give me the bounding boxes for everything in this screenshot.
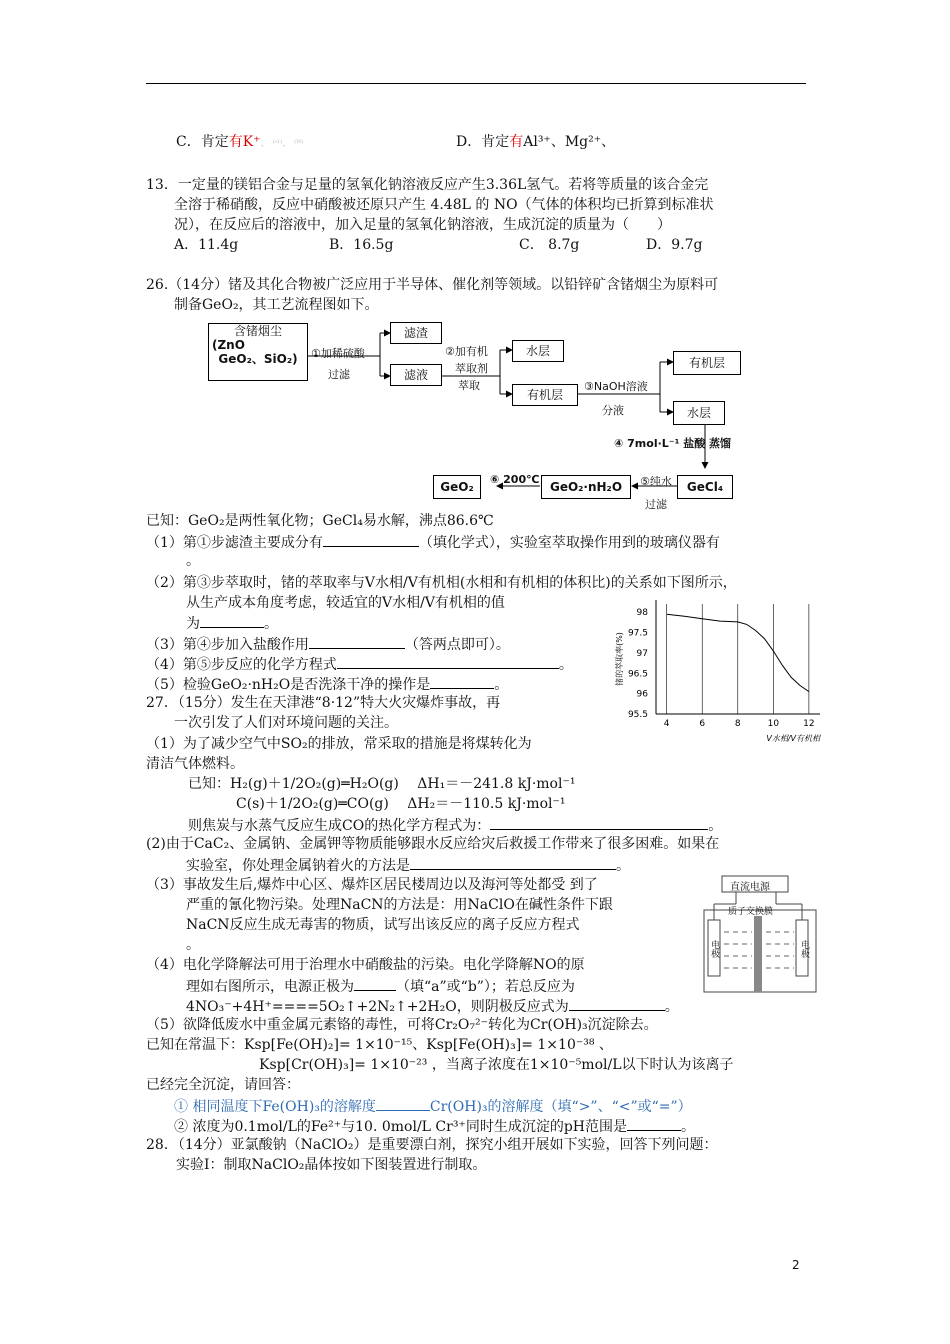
- left-electrode-label: 电极: [709, 940, 719, 958]
- chart-y-tick-label: 96.5: [627, 669, 648, 680]
- q28-line2: 实验Ⅰ：制取NaClO₂晶体按如下图装置进行制取。: [176, 1157, 487, 1173]
- right-electrode-label: 电极: [799, 940, 809, 958]
- flow-organic-layer2-box: 有机层: [673, 351, 741, 375]
- q27-part4-b: 理如右图所示，电源正极为 （填“a”或“b”）；若总反应为: [186, 976, 575, 996]
- q13-option-a: A．11.4g: [174, 237, 239, 253]
- q12-option-c: C．肯定有K⁺、 ⁽ᶜˡ⁾、 ⁽ᴺ⁾: [176, 134, 304, 150]
- q27-part3-c: NaCN反应生成无毒害的物质，试写出该反应的离子反应方程式: [186, 917, 580, 933]
- q27-part1-b: 清洁气体燃料。: [146, 756, 244, 772]
- flow-step2-label: ②加有机: [445, 345, 488, 358]
- q26-part1: （1）第①步滤渣主要成分有 （填化学式），实验室萃取操作用到的玻璃仪器有: [146, 532, 720, 552]
- flow-step2-extractant: 萃取剂: [455, 362, 488, 375]
- q26-known: 已知：GeO₂是两性氧化物；GeCl₄易水解，沸点86.6℃: [146, 513, 494, 529]
- q26-part2: （2）第③步萃取时，锗的萃取率与V水相/V有机相(水相和有机相的体积比)的关系如下图所示，: [146, 575, 737, 591]
- q26-part2-b: 从生产成本角度考虑，较适宜的V水相/V有机相的值: [186, 595, 505, 611]
- chart-x-tick-label: 12: [803, 719, 815, 729]
- q27-equation2: C(s)＋1/2O₂(g)═CO(g) ΔH₂＝－110.5 kJ·mol⁻¹: [236, 796, 566, 812]
- q27-part2-b: 实验室，你处理金属钠着火的方法是 。: [186, 855, 630, 875]
- chart-y-tick-label: 98: [636, 608, 648, 619]
- q26-part4: （4）第⑤步反应的化学方程式 。: [146, 654, 573, 674]
- q26-line2: 制备GeO₂，其工艺流程图如下。: [174, 297, 379, 313]
- flow-water-layer-box: 水层: [512, 340, 564, 362]
- q27-part2: (2)由于CaC₂、金属钠、金属钾等物质能够跟水反应给灾后救援工作带来了很多困难。如果在: [146, 836, 720, 852]
- q27-ksp-line1: 已知在常温下：Ksp[Fe(OH)₂]= 1×10⁻¹⁵、Ksp[Fe(OH)₃]= 1×10⁻³⁸ 、: [146, 1037, 613, 1053]
- flow-water-layer2-box: 水层: [673, 401, 725, 425]
- q27-equation1: 已知：H₂(g)＋1/2O₂(g)═H₂O(g) ΔH₁＝－241.8 kJ·mol⁻¹: [188, 776, 576, 792]
- q27-ksp-line2: Ksp[Cr(OH)₃]= 1×10⁻²³ ，当离子浓度在1×10⁻⁵mol/L以下时认为该离子: [259, 1057, 734, 1073]
- flow-residue-box: 滤渣: [390, 322, 442, 344]
- q27-line1: 27．（15分）发生在天津港“8·12”特大火灾爆炸事故，再: [146, 695, 501, 711]
- page-number: 2: [792, 1258, 800, 1272]
- q27-part4-c: 4NO₃⁻+4H⁺====5O₂↑+2N₂↑+2H₂O，则阴极反应式为 。: [186, 996, 679, 1016]
- q13-line3: 况），在反应后的溶液中，加入足量的氢氧化钠溶液，生成沉淀的质量为（ ）: [174, 217, 671, 233]
- q26-part5: （5）检验GeO₂·nH₂O是否洗涤干净的操作是 。: [146, 674, 508, 694]
- q27-line2: 一次引发了人们对环境问题的关注。: [174, 715, 398, 731]
- chart-x-tick-label: 10: [767, 719, 780, 729]
- chart-x-axis-label: V水相/V有机相: [766, 734, 820, 743]
- q26-line1: 26.（14分）锗及其化合物被广泛应用于半导体、催化剂等领域。以铅锌矿含锗烟尘为原料可: [146, 277, 719, 293]
- q13-line2: 全溶于稀硝酸，反应中硝酸被还原只产生 4.48L 的 NO（气体的体积均已折算到标准状: [174, 197, 714, 213]
- q26-part1-end: 。: [186, 553, 200, 569]
- q27-part5: （5）欲降低废水中重金属元素铬的毒性，可将Cr₂O₇²⁻转化为Cr(OH)₃沉淀除去。: [146, 1017, 658, 1033]
- header-rule: [146, 83, 806, 84]
- q27-sub2: ② 浓度为0.1mol/L的Fe²⁺与10. 0mol/L Cr³⁺同时生成沉淀的pH范围是 。: [174, 1116, 695, 1136]
- q26-part2-c: 为 。: [186, 613, 278, 633]
- chart-x-tick-label: 6: [699, 719, 706, 729]
- flow-gecl4-box: GeCl₄: [677, 475, 733, 499]
- chart-y-tick-label: 95.5: [627, 710, 648, 720]
- flow-source-box: 含锗烟尘 (ZnO GeO₂、SiO₂): [208, 323, 308, 381]
- flow-hydrate-box: GeO₂·nH₂O: [541, 475, 631, 499]
- flow-step1-filter: 过滤: [328, 368, 350, 381]
- q27-ksp-line3: 已经完全沉淀，请回答：: [146, 1077, 300, 1093]
- flow-organic-layer-box: 有机层: [512, 384, 578, 406]
- flow-step3-label: ③NaOH溶液: [584, 380, 648, 393]
- membrane-label: 质子交换膜: [728, 907, 774, 917]
- q13-option-d: D．9.7g: [646, 237, 703, 253]
- q12-option-d: D．肯定有Al³⁺、Mg²⁺、: [456, 134, 616, 150]
- flow-step6-label: ⑥ 200℃: [490, 473, 540, 486]
- chart-y-tick-label: 96: [636, 689, 648, 700]
- q27-part1: （1）为了减少空气中SO₂的排放，常采取的措施是将煤转化为: [146, 736, 532, 752]
- chart-y-axis-label: 锗的萃取率(%): [615, 632, 624, 686]
- q27-part3: （3）事故发生后,爆炸中心区、爆炸区居民楼周边以及海河等处都受 到了: [146, 877, 598, 893]
- q27-part3-b: 严重的氰化物污染。处理NaCN的方法是：用NaClO在碱性条件下跟: [186, 897, 613, 913]
- q13-option-b: B．16.5g: [329, 237, 394, 253]
- q27-part1-c: 则焦炭与水蒸气反应生成CO的热化学方程式为： 。: [188, 815, 722, 835]
- chart-y-tick-label: 97.5: [627, 628, 648, 639]
- power-supply-label: 直流电源: [730, 882, 770, 893]
- q27-part3-d: 。: [186, 937, 200, 953]
- q27-sub1: ① 相同温度下Fe(OH)₃的溶解度 Cr(OH)₃的溶解度（填“>”、“<”或“=”）: [174, 1096, 692, 1116]
- flow-step5-filter: 过滤: [645, 498, 667, 511]
- flow-step5-label: ⑤纯水: [640, 475, 672, 488]
- flow-step4-label: ④ 7mol·L⁻¹ 盐酸 蒸馏: [614, 437, 732, 450]
- chart-x-tick-label: 4: [663, 719, 670, 729]
- q27-part4: （4）电化学降解法可用于治理水中硝酸盐的污染。电化学降解NO的原: [146, 957, 585, 973]
- q13-line1: 13．一定量的镁铝合金与足量的氢氧化钠溶液反应产生3.36L氢气。若将等质量的该合金完: [146, 177, 709, 193]
- q26-part3: （3）第④步加入盐酸作用 （答两点即可）。: [146, 634, 510, 654]
- flow-filtrate-box: 滤液: [390, 364, 442, 386]
- q28-line1: 28．（14分）亚氯酸钠（NaClO₂）是重要漂白剂，探究小组开展如下实验，回答下列问题：: [146, 1137, 718, 1153]
- flow-step2-extract: 萃取: [458, 379, 480, 392]
- flow-step1-label: ①加稀硫酸: [311, 347, 365, 360]
- q13-option-c: C． 8.7g: [519, 237, 580, 253]
- chart-y-tick-label: 97: [636, 648, 648, 659]
- extraction-rate-chart: [610, 590, 830, 745]
- flow-step3-separate: 分液: [602, 404, 624, 417]
- flow-geo2-box: GeO₂: [433, 475, 481, 499]
- chart-x-tick-label: 8: [734, 719, 741, 729]
